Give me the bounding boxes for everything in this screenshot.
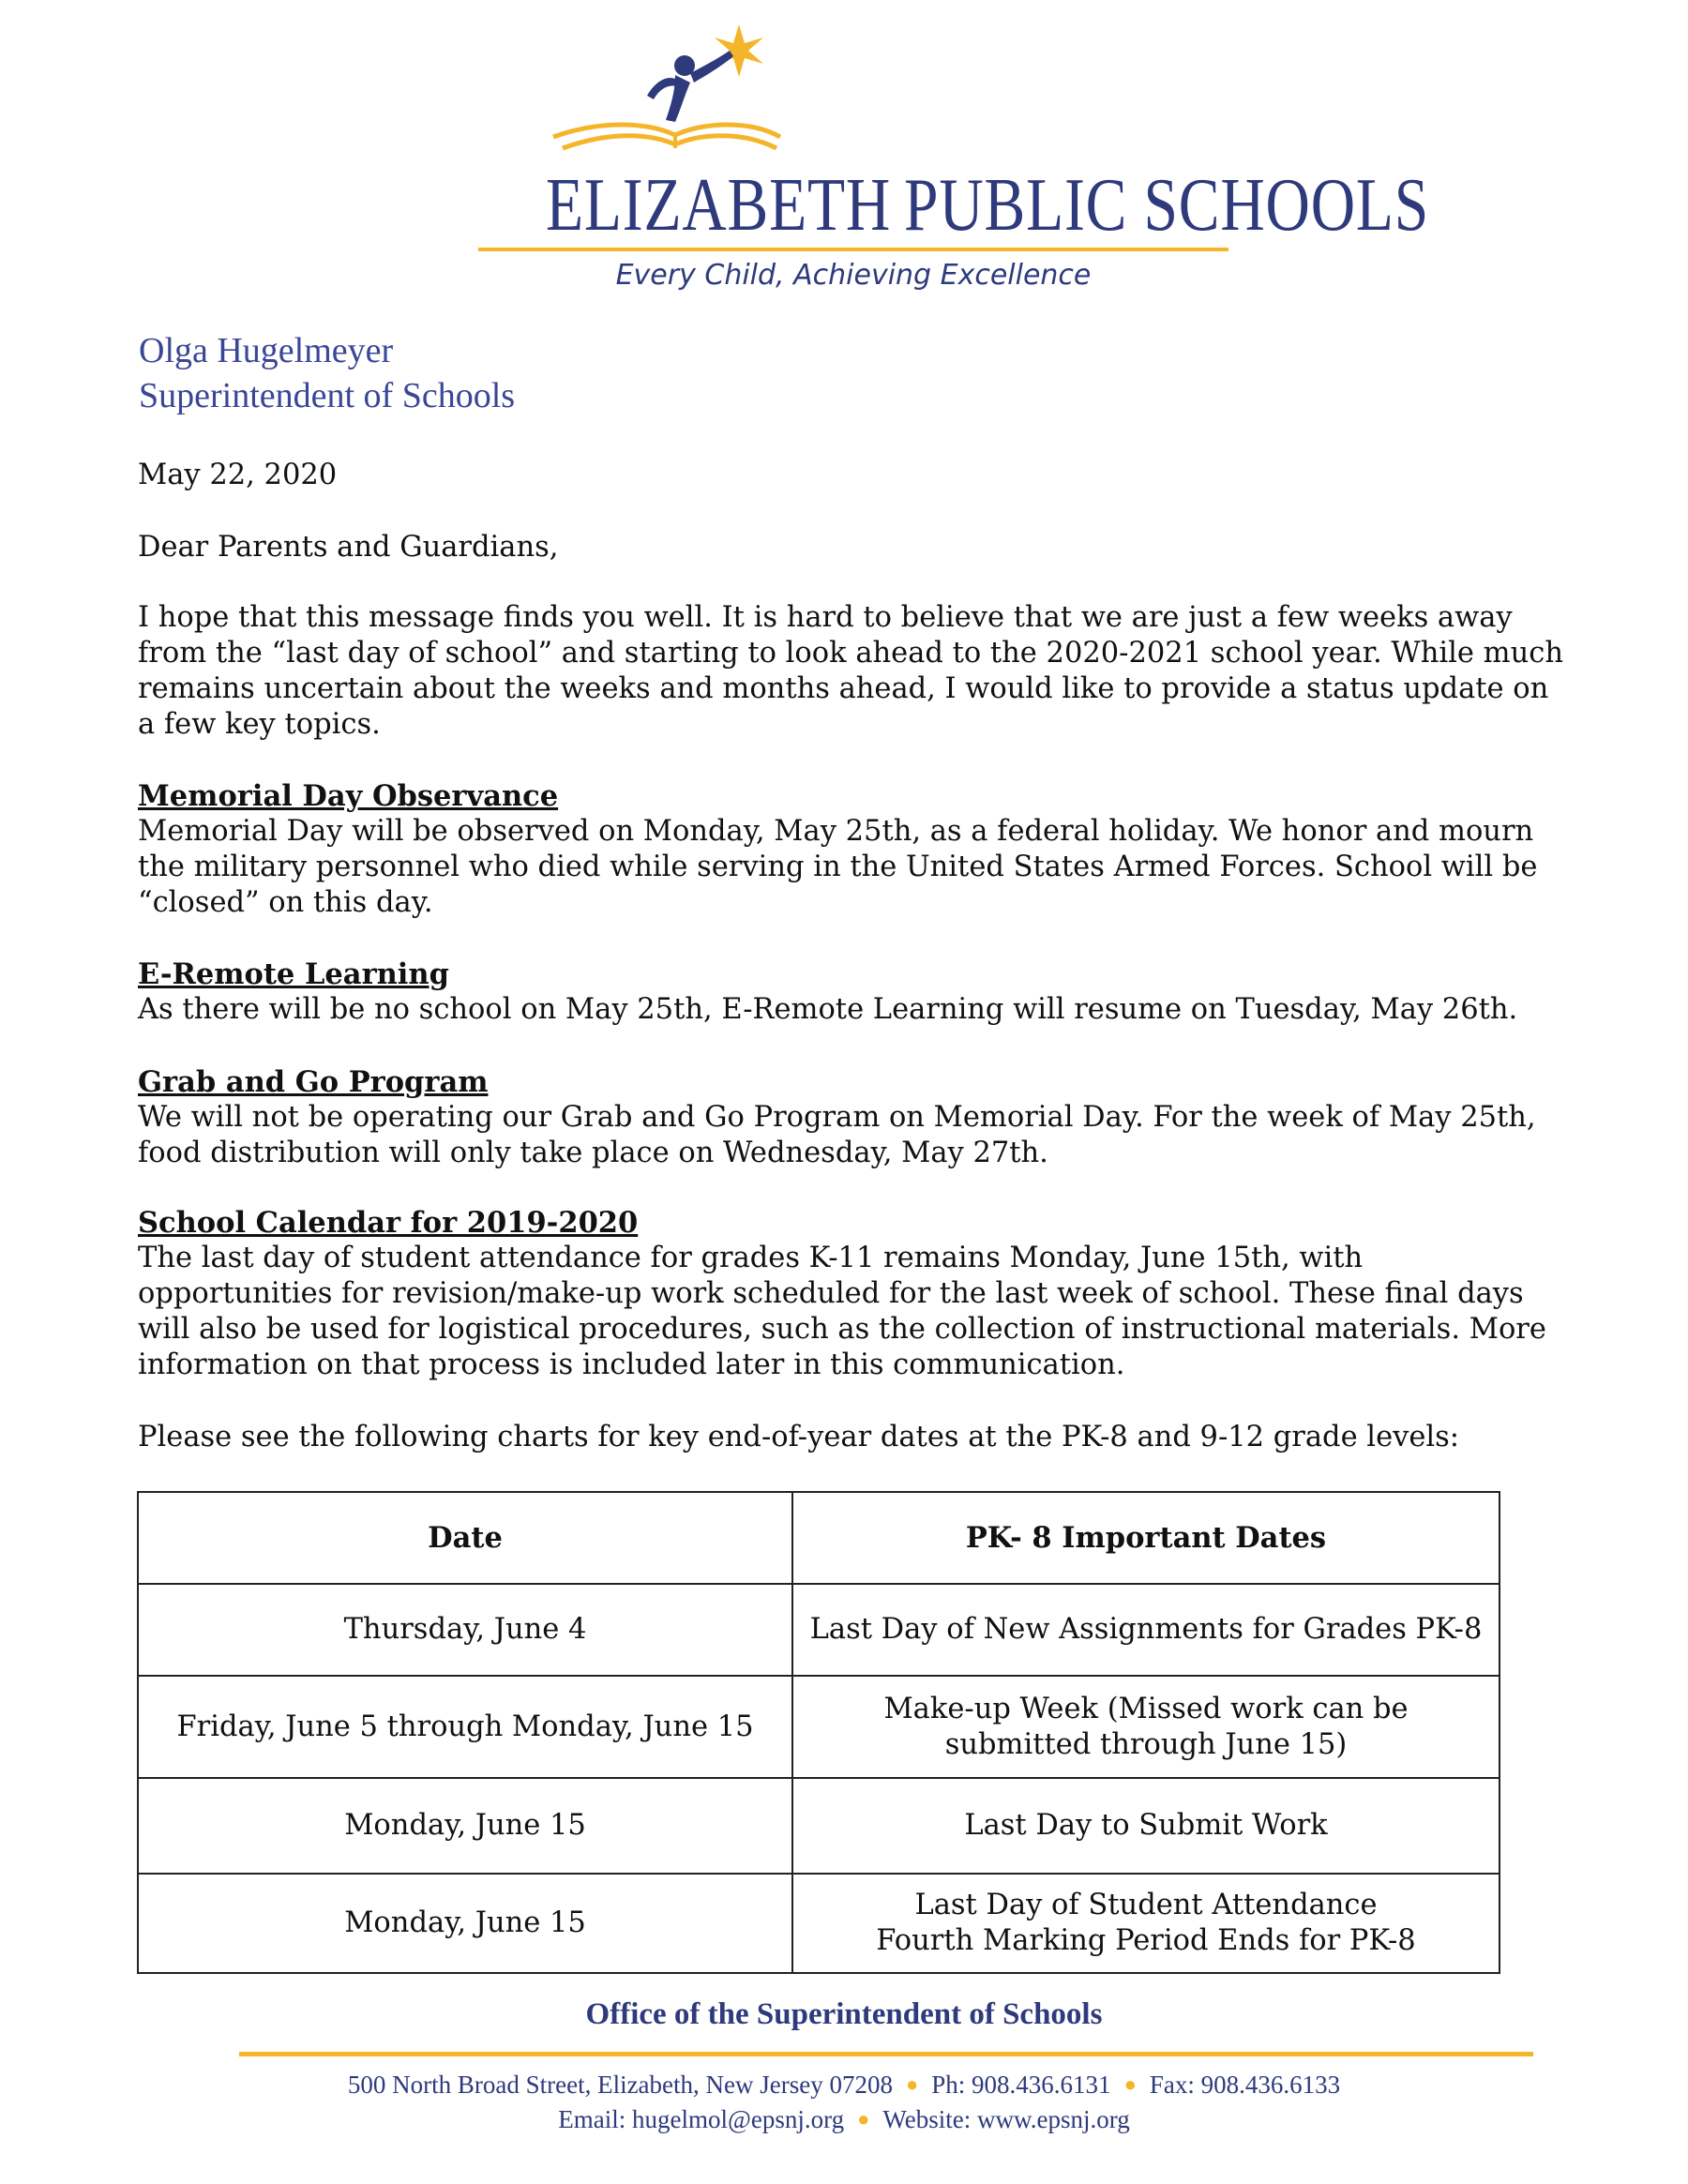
table-cell-date: Monday, June 15 [138, 1874, 792, 1973]
footer-email[interactable]: Email: hugelmol@epsnj.org [558, 2105, 845, 2133]
section-memorial-day [138, 778, 1563, 921]
table-row [138, 1778, 1500, 1874]
table-row [138, 1874, 1500, 1973]
footer-website[interactable]: Website: www.epsnj.org [882, 2105, 1130, 2133]
table-cell-event [792, 1676, 1500, 1778]
table-cell-event [792, 1584, 1500, 1676]
section-school-calendar [138, 1205, 1563, 1383]
event-line: Make-up Week (Missed work can be [883, 1692, 1409, 1725]
intro-paragraph: I hope that this message finds you well. It is hard to believe that we are just a few weeks away from the “last day of school” and starting to look ahead to the 2020-2021 school year. While much remains uncertain about the weeks and months ahead, I would like to provide a status update on a few key topics. [138, 601, 1563, 741]
salutation: Dear Parents and Guardians, [138, 531, 559, 564]
table-cell-date: Thursday, June 4 [138, 1584, 792, 1676]
event-line: Fourth Marking Period Ends for PK-8 [876, 1924, 1416, 1957]
section-heading: Memorial Day Observance [138, 779, 559, 813]
section-body: We will not be operating our Grab and Go Program on Memorial Day. For the week of May 25th, food distribution will only take place on Wednesday, May 27th. [138, 1101, 1536, 1169]
section-heading: E-Remote Learning [138, 957, 449, 991]
event-line: Last Day to Submit Work [964, 1809, 1328, 1842]
footer-office-title: Office of the Superintendent of Schools [585, 1997, 1103, 2031]
sender-name: Olga Hugelmeyer [139, 331, 394, 370]
sender-block [139, 328, 515, 418]
table-header-event: PK- 8 Important Dates [792, 1492, 1500, 1584]
school-name-first: ELIZABETH [546, 164, 892, 247]
school-name-rest: PUBLIC SCHOOLS [904, 164, 1430, 247]
bullet-icon: ● [905, 2072, 919, 2096]
letterhead-logo [478, 17, 1430, 298]
section-body: Memorial Day will be observed on Monday, May 25th, as a federal holiday. We honor and mourn the military personnel who died while serving in the United States Armed Forces. School will be “closed” on this day. [138, 815, 1538, 919]
section-body: As there will be no school on May 25th, E-Remote Learning will resume on Tuesday, May 26th. [138, 993, 1518, 1026]
tagline: Every Child, Achieving Excellence [615, 259, 1092, 292]
letterhead-rule [478, 248, 1228, 251]
pk8-dates-table [137, 1491, 1500, 1974]
event-line: submitted through June 15) [944, 1727, 1348, 1761]
footer-web-line [0, 2105, 1688, 2134]
charts-intro: Please see the following charts for key end-of-year dates at the PK-8 and 9-12 grade levels: [138, 1421, 1460, 1453]
table-cell-date: Monday, June 15 [138, 1778, 792, 1874]
bullet-icon: ● [1123, 2072, 1137, 2096]
footer-fax: Fax: 908.436.6133 [1149, 2071, 1341, 2099]
footer-address: 500 North Broad Street, Elizabeth, New Jersey 07208 [347, 2071, 893, 2099]
event-line: Last Day of New Assignments for Grades PK-8 [809, 1613, 1483, 1646]
table-cell-event [792, 1874, 1500, 1973]
bullet-icon: ● [857, 2107, 870, 2131]
sender-title: Superintendent of Schools [139, 376, 516, 415]
section-heading: School Calendar for 2019-2020 [138, 1206, 639, 1240]
school-name [546, 163, 1430, 249]
table-header-row [138, 1492, 1500, 1584]
reading-child-logo-icon [535, 17, 788, 158]
section-grab-and-go [138, 1064, 1563, 1171]
section-e-remote-learning [138, 956, 1563, 1028]
footer-rule [239, 2052, 1533, 2056]
table-header-date: Date [138, 1492, 792, 1584]
table-cell-event [792, 1778, 1500, 1874]
table-row [138, 1584, 1500, 1676]
section-body: The last day of student attendance for grades K-11 remains Monday, June 15th, with opportunities for revision/make-up work scheduled for the last week of school. These final days will also be used for logistical procedures, such as the collection of instructional materials. More information on that process is included later in this communication. [138, 1242, 1546, 1381]
letter-date: May 22, 2020 [138, 459, 338, 491]
footer-phone: Ph: 908.436.6131 [931, 2071, 1111, 2099]
event-line: Last Day of Student Attendance [914, 1889, 1378, 1921]
table-cell-date: Friday, June 5 through Monday, June 15 [138, 1676, 792, 1778]
footer-contact-line [0, 2071, 1688, 2100]
section-heading: Grab and Go Program [138, 1065, 489, 1099]
table-row [138, 1676, 1500, 1778]
